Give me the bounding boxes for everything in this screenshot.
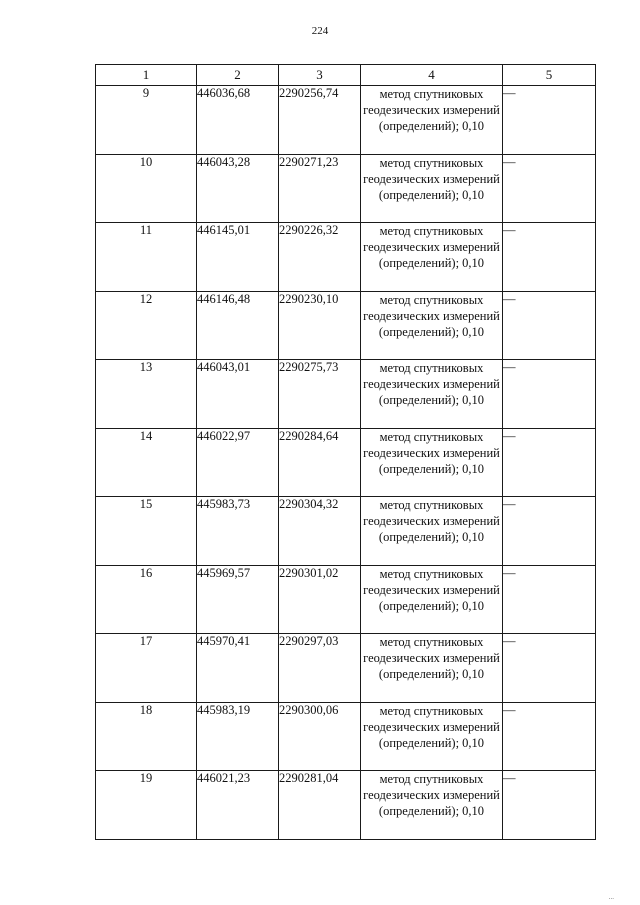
coordinate-y: 2290304,32: [279, 497, 361, 566]
coordinate-y: 2290301,02: [279, 565, 361, 634]
method-accuracy: метод спутниковых геодезических измерений (определений); 0,10: [361, 428, 503, 497]
note-cell: —: [503, 223, 596, 292]
header-col-5: 5: [503, 65, 596, 86]
note-cell: —: [503, 360, 596, 429]
coordinate-x: 446043,28: [197, 154, 279, 223]
point-number: 15: [96, 497, 197, 566]
coordinate-y: 2290226,32: [279, 223, 361, 292]
method-accuracy: метод спутниковых геодезических измерений (определений); 0,10: [361, 497, 503, 566]
coordinate-y: 2290271,23: [279, 154, 361, 223]
note-cell: —: [503, 428, 596, 497]
point-number: 13: [96, 360, 197, 429]
coordinate-x: 445970,41: [197, 634, 279, 703]
table-row: [96, 771, 596, 840]
coordinate-y: 2290297,03: [279, 634, 361, 703]
table-row: [96, 702, 596, 771]
table-row: [96, 154, 596, 223]
method-accuracy: метод спутниковых геодезических измерений (определений); 0,10: [361, 223, 503, 292]
table-row: [96, 86, 596, 155]
note-cell: —: [503, 634, 596, 703]
point-number: 12: [96, 291, 197, 360]
method-accuracy: метод спутниковых геодезических измерений (определений); 0,10: [361, 702, 503, 771]
coordinate-x: 446022,97: [197, 428, 279, 497]
header-col-3: 3: [279, 65, 361, 86]
table-row: [96, 291, 596, 360]
page-number: 224: [311, 25, 329, 37]
coordinate-y: 2290281,04: [279, 771, 361, 840]
header-col-2: 2: [197, 65, 279, 86]
table-row: [96, 360, 596, 429]
note-cell: —: [503, 702, 596, 771]
coordinate-y: 2290230,10: [279, 291, 361, 360]
point-number: 17: [96, 634, 197, 703]
point-number: 11: [96, 223, 197, 292]
coordinate-y: 2290275,73: [279, 360, 361, 429]
table-row: [96, 565, 596, 634]
table-row: [96, 223, 596, 292]
method-accuracy: метод спутниковых геодезических измерений (определений); 0,10: [361, 86, 503, 155]
point-number: 10: [96, 154, 197, 223]
note-cell: —: [503, 565, 596, 634]
method-accuracy: метод спутниковых геодезических измерений (определений); 0,10: [361, 634, 503, 703]
header-row: [96, 65, 596, 86]
coordinate-x: 445969,57: [197, 565, 279, 634]
coordinate-x: 445983,73: [197, 497, 279, 566]
coordinate-y: 2290284,64: [279, 428, 361, 497]
table-row: [96, 634, 596, 703]
note-cell: —: [503, 291, 596, 360]
coordinate-x: 446043,01: [197, 360, 279, 429]
header-col-1: 1: [96, 65, 197, 86]
note-cell: —: [503, 497, 596, 566]
corner-mark: ...: [608, 893, 614, 901]
note-cell: —: [503, 771, 596, 840]
table-body: [96, 86, 596, 840]
point-number: 18: [96, 702, 197, 771]
header-col-4: 4: [361, 65, 503, 86]
coordinates-table: [95, 64, 596, 840]
method-accuracy: метод спутниковых геодезических измерений (определений); 0,10: [361, 565, 503, 634]
table-row: [96, 428, 596, 497]
method-accuracy: метод спутниковых геодезических измерений (определений); 0,10: [361, 360, 503, 429]
coordinate-x: 446145,01: [197, 223, 279, 292]
coordinate-x: 446146,48: [197, 291, 279, 360]
coordinate-x: 445983,19: [197, 702, 279, 771]
method-accuracy: метод спутниковых геодезических измерений (определений); 0,10: [361, 154, 503, 223]
coordinate-x: 446036,68: [197, 86, 279, 155]
coordinate-y: 2290300,06: [279, 702, 361, 771]
note-cell: —: [503, 86, 596, 155]
coordinate-y: 2290256,74: [279, 86, 361, 155]
table-header: [96, 65, 596, 86]
point-number: 19: [96, 771, 197, 840]
note-cell: —: [503, 154, 596, 223]
coordinate-x: 446021,23: [197, 771, 279, 840]
point-number: 16: [96, 565, 197, 634]
point-number: 14: [96, 428, 197, 497]
point-number: 9: [96, 86, 197, 155]
table-row: [96, 497, 596, 566]
method-accuracy: метод спутниковых геодезических измерений (определений); 0,10: [361, 291, 503, 360]
method-accuracy: метод спутниковых геодезических измерений (определений); 0,10: [361, 771, 503, 840]
